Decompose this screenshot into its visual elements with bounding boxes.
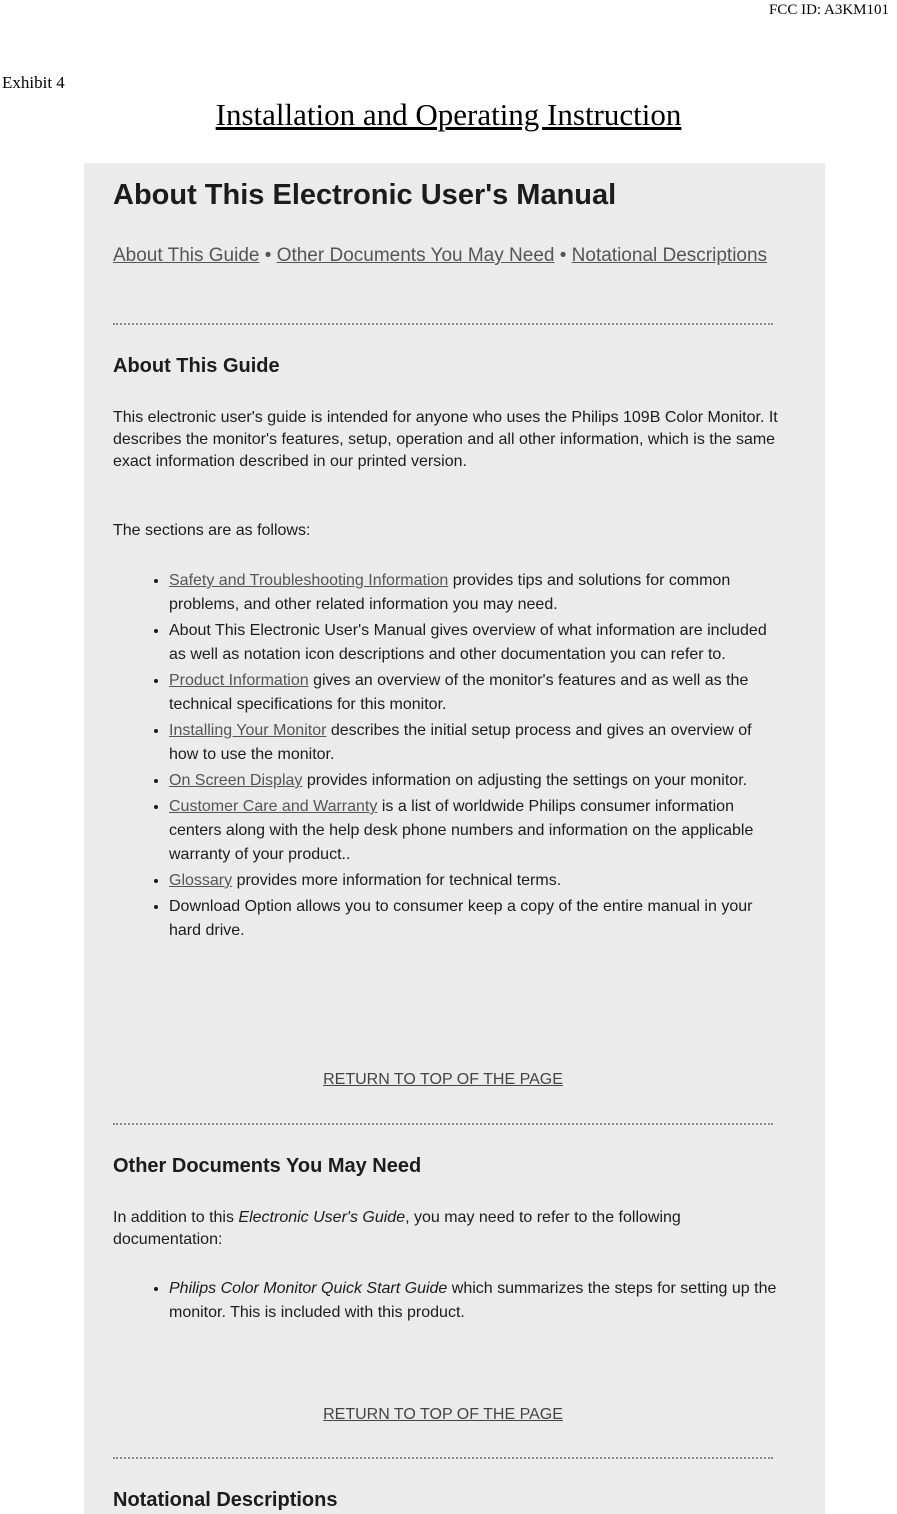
link-glossary[interactable]: Glossary (169, 872, 233, 889)
list-item: • Glossary provides more information for technical terms. (169, 869, 781, 893)
list-item: • Philips Color Monitor Quick Start Guide which summarizes the steps for setting up the monitor. This is included with this product. (169, 1277, 781, 1325)
link-customer-care-warranty[interactable]: Customer Care and Warranty (169, 798, 378, 815)
list-item: • Download Option allows you to consumer keep a copy of the entire manual in your hard drive. (169, 895, 781, 943)
divider (113, 323, 773, 325)
link-safety-troubleshooting[interactable]: Safety and Troubleshooting Information (169, 572, 449, 589)
return-to-top-link[interactable]: RETURN TO TOP OF THE PAGE (323, 1071, 563, 1088)
fcc-id: FCC ID: A3KM101 (768, 2, 889, 18)
nav-separator: • (259, 245, 277, 266)
list-item: • Installing Your Monitor describes the initial setup process and gives an overview of how to use the monitor. (169, 719, 781, 767)
return-to-top (113, 1406, 773, 1424)
link-product-information[interactable]: Product Information (169, 672, 309, 689)
return-to-top (113, 1071, 773, 1089)
divider (113, 1123, 773, 1125)
nav-link-notational-descriptions[interactable]: Notational Descriptions (571, 245, 768, 266)
sections-intro: The sections are as follows: (113, 522, 311, 539)
page-title: Installation and Operating Instruction (215, 97, 682, 132)
list-item: • Customer Care and Warranty is a list of worldwide Philips consumer information centers along with the help desk phone numbers and information on the applicable warranty of your product.. (169, 795, 781, 867)
other-docs-heading: Other Documents You May Need (113, 1155, 422, 1177)
exhibit-label: Exhibit 4 (2, 73, 65, 92)
other-docs-list (113, 1277, 781, 1327)
link-on-screen-display[interactable]: On Screen Display (169, 772, 303, 789)
other-docs-intro: In addition to this Electronic User's Guide, you may need to refer to the following documentation: (113, 1209, 681, 1248)
nav-link-about-guide[interactable]: About This Guide (113, 245, 260, 266)
notational-heading: Notational Descriptions (113, 1489, 338, 1511)
return-to-top-link[interactable]: RETURN TO TOP OF THE PAGE (323, 1406, 563, 1423)
about-guide-heading: About This Guide (113, 355, 280, 377)
nav-link-other-documents[interactable]: Other Documents You May Need (276, 245, 555, 266)
about-guide-intro: This electronic user's guide is intended for anyone who uses the Philips 109B Color Monitor. It describes the monitor's features, setup, operation and all other information, which is the same exact information described in our printed version. (113, 409, 778, 470)
list-item: • About This Electronic User's Manual gives overview of what information are included as well as notation icon descriptions and other documentation you can refer to. (169, 619, 781, 667)
list-item: • On Screen Display provides information on adjusting the settings on your monitor. (169, 769, 781, 793)
manual-title: About This Electronic User's Manual (113, 179, 617, 211)
divider (113, 1457, 773, 1459)
link-installing-monitor[interactable]: Installing Your Monitor (169, 722, 327, 739)
section-nav (113, 243, 773, 269)
list-item: • Product Information gives an overview of the monitor's features and as well as the technical specifications for this monitor. (169, 669, 781, 717)
scanned-manual-page (84, 163, 825, 1514)
nav-separator: • (554, 245, 572, 266)
sections-list (113, 569, 781, 945)
list-item: • Safety and Troubleshooting Information provides tips and solutions for common problems, and other related information you may need. (169, 569, 781, 617)
